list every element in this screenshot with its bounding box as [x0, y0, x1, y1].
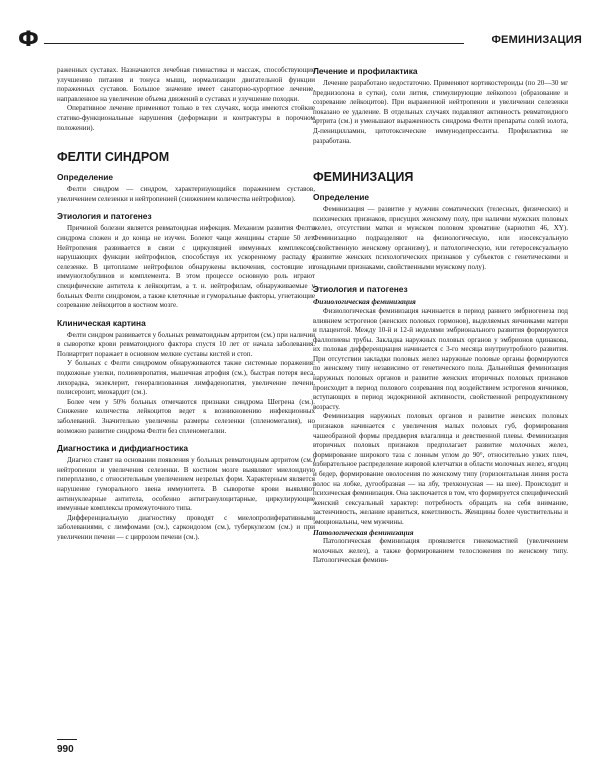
running-title: ФЕМИНИЗАЦИЯ [491, 34, 582, 46]
subheading-pathological: Патологическая феминизация [313, 527, 414, 537]
left-column [57, 66, 315, 543]
diagnostics-paragraph: Диагноз ставят на основании появления у больных ревматоидным артритом (см.) нейтропении и увеличения селезенки. В костном мозге выявляют миелоидную гиперплазию, с относительным увеличением незрелых форм. Характерным является нарушение гуморального звена иммунитета. В сыворотке крови выявляют антинуклеарные антитела, особенно антигранулоцитарные, циркулирующие иммунные комплексы промежуточного типа. [57, 456, 315, 513]
pathological-paragraph: Патологическая феминизация проявляется гинекомастией (увеличением молочных желез), а также формированием телосложения по женскому типу. Патологическая фемини- [313, 537, 568, 565]
section-heading-treatment: Лечение и профилактика [313, 66, 418, 76]
diagnostics-paragraph: Дифференциальную диагностику проводят с миелопролиферативными заболеваниями, с лимфомами (см.), саркоидозом (см.), туберкулезом (см.) и при увеличении печени — с циррозом печени (см.). [57, 513, 315, 541]
section-heading-definition: Определение [57, 172, 114, 183]
article-title-feminization: ФЕМИНИЗАЦИЯ [313, 170, 414, 185]
section-heading-etiology: Этиология и патогенез [313, 284, 408, 295]
intro-paragraph: раженных суставах. Назначаются лечебная гимнастика и массаж, способствующие улучшению питания и тонуса мышц, нормализации двигательной функции пораженных суставов. Большое значение имеет санаторно-курортное лечение, направленное на увеличение объема движений в суставах и улучшение походки. [57, 66, 315, 103]
section-heading-etiology: Этиология и патогенез [57, 211, 152, 222]
treatment-text: Лечение разработано недостаточно. Применяют кортикостероиды (по 20—30 мг преднизолона в сутки), соли лития, стимулирующие лейкопоэз (образование и созревание лейкоцитов). При выраженной нейтропении и увеличении селезенки показано ее удаление. В отдельных случаях подавляют активность ревматоидного артрита (см.) и уменьшают выраженность синдрома Фелти препараты солей золота, Д-пеницилламин, цитотоксические иммунодепрессанты. Профилактика не разработана. [313, 79, 568, 145]
clinical-paragraph: У больных с Фелти синдромом обнаруживаются также системные поражения: подкожные узелки, полиневропатия, мышечная атрофия (см.), быстрая потеря веса, лихорадка, экзеклерит, генерализованная лимфаденопатия, увеличение печени, полисерозит, миокардит (см.). [57, 359, 315, 397]
page-number: 990 [57, 744, 74, 755]
physiological-paragraph: Физиологическая феминизация начинается в период раннего эмбриогенеза под влиянием эстрогенов (женских половых гормонов), выделяемых яичниками матери и плацентой. Между 10-й и 12-й неделями эмбрионального развития формируются фаллопиевы трубы. Закладка наружных половых органов у эмбрионов одинакова, их половая дифференциация начинается с 3-го месяца внутриутробного развития. При отсутствии закладки половых желез наружные половые органы формируются по женскому типу независимо от генетического пола. Дальнейшая феминизация наружных половых органов и развитие женских вторичных половых признаков происходит в период полового созревания под воздействием эстрогенов яичников, вступающих в период эндокринной активности, свойственной репродуктивному возрасту. [313, 306, 568, 411]
physiological-paragraph: Феминизация наружных половых органов и развитие женских половых признаков начинается с увеличения малых половых губ, формирования чашеобразной формы преддверия влагалища и девственной плевы. Феминизация вторичных половых признаков предполагает развитие молочных желез, формирование широкого таза с лонным углом до 90°, относительно узких плеч, избирательное распределение жировой клетчатки в области молочных желез, ягодиц и бедер, формирование оволосения по женскому типу (горизонтальная линия роста волос на лобке, дугообразная — на лбу, трехконусная — на шее). Происходит и психическая феминизация. Она заключается в том, что формируется специфический женский сексуальный характер: потребность обращать на себя внимание, застенчивость, желание нравиться, кокетливость. Женщины более чувствительны и эмоциональны, чем мужчины. [313, 412, 569, 526]
definition-text: Фелти синдром — синдром, характеризующийся поражением суставов, увеличением селезенки и нейтропенией (снижением количества нейтрофилов). [57, 185, 315, 203]
folio-rule [57, 739, 77, 740]
definition-text: Феминизация — развитие у мужчин соматических (телесных, физических) и психических признаков, присущих женскому полу, при наличии мужских половых желез, отсутствии матки и мужском половом хроматине (кариотип 46, XY). Феминизацию подразделяют на физиологическую, или изосексуальную (свойственную женскому организму), и патологическую, или гетеросексуальную (развитие женских психологических признаков у субъектов с генетическими и гонадными признаками, свойственными мужскому полу). [313, 205, 568, 271]
section-heading-clinical: Клиническая картина [57, 317, 146, 328]
article-title-felty: ФЕЛТИ СИНДРОМ [57, 150, 170, 165]
section-letter: Ф [18, 27, 39, 51]
page-header [18, 27, 582, 52]
etiology-text: Причиной болезни является ревматоидная инфекция. Механизм развития Фелти синдрома сложен и до конца не изучен. Болеют чаще женщины старше 50 лет. Нейтропения развивается в связи с циркуляцией иммунных комплексов, нарушающих функции нейтрофилов, способствуя их ускоренному распаду в селезенке. В цитоплазме нейтрофилов обнаружены включения, состоящие из иммуноглобулинов и комплемента. В этом процессе основную роль играют специфические антитела к лейкоцитам, а т. н. нейтрофилам, обнаруживаемые у больных Фелти синдромом, а также клеточные и гуморальные факторы, угнетающие созревание лейкоцитов в костном мозге. [57, 224, 315, 310]
clinical-paragraph: Фелти синдром развивается у больных ревматоидным артритом (см.) при наличии в сыворотке крови ревматоидного фактора спустя 10 лет от начала заболевания. Полиартрит поражает в основном мелкие суставы кистей и стоп. [57, 330, 315, 358]
section-heading-diagnostics: Диагностика и дифдиагностика [57, 443, 188, 454]
clinical-paragraph: Более чем у 50% больных отмечаются признаки синдрома Шегрена (см.). Снижение количества лейкоцитов ведет к возникновению инфекционных заболеваний. Значительно увеличены размеры селезенки (спленомегалия), но возможно развитие синдрома Фелти без спленомегалии. [57, 397, 315, 435]
right-column [313, 66, 568, 566]
subheading-physiological: Физиологическая феминизация [313, 297, 416, 307]
intro-paragraph: Оперативное лечение применяют только в тех случаях, когда имеются стойкие статико-функциональные нарушения (деформации и контрактуры в порочном положении). [57, 104, 315, 132]
section-heading-definition: Определение [313, 192, 370, 203]
